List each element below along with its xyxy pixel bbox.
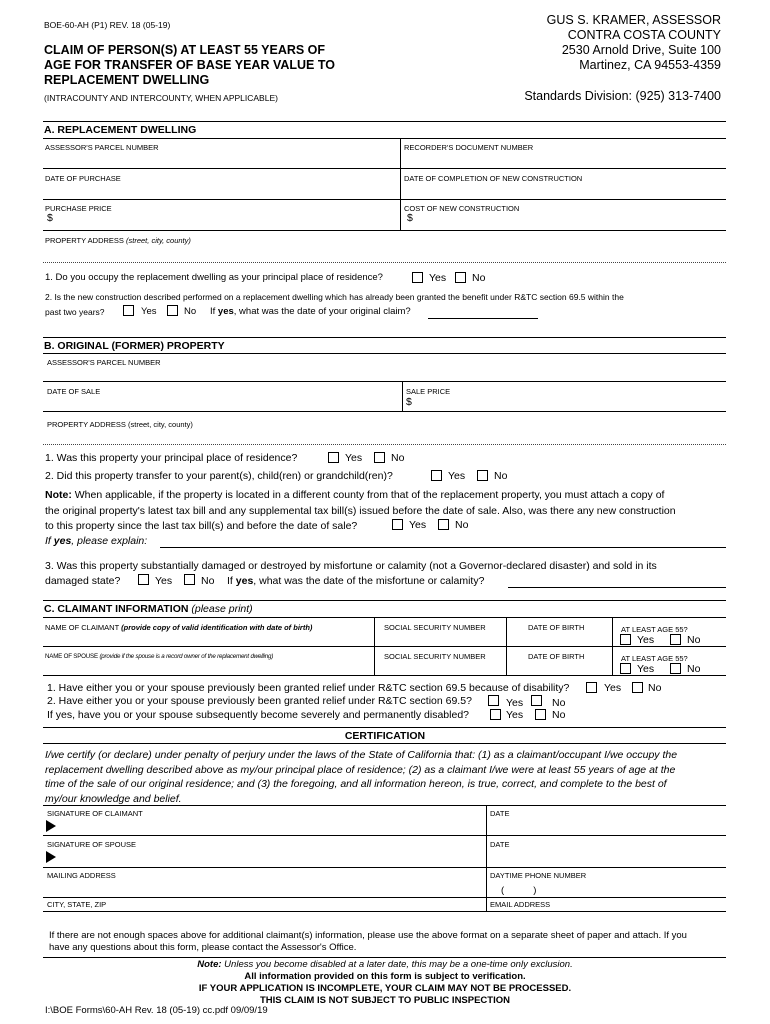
claimant-age55-yes-label: Yes [637, 634, 655, 646]
b-q2-no-checkbox[interactable] [477, 470, 488, 481]
form-title: CLAIM OF PERSON(S) AT LEAST 55 YEARS OF AGE FOR TRANSFER OF BASE YEAR VALUE TO REPLACEMENT DWELLING [44, 43, 335, 87]
b-q3-followup: If yes, what was the date of the misfortune or calamity? [227, 575, 485, 587]
a-q1-text: 1. Do you occupy the replacement dwelling as your principal place of residence? [45, 272, 383, 283]
spouse-dob-label: DATE OF BIRTH [528, 652, 585, 661]
c-q2-text: 2. Have either you or your spouse previously been granted relief under R&TC section 69.5? [47, 695, 472, 707]
claimant-signature-label: SIGNATURE OF CLAIMANT [47, 809, 143, 818]
replacement-address-label: PROPERTY ADDRESS (street, city, county) [45, 236, 191, 245]
b-q2-yes-checkbox[interactable] [431, 470, 442, 481]
date-of-completion-label: DATE OF COMPLETION OF NEW CONSTRUCTION [404, 174, 583, 183]
certification-heading: CERTIFICATION [344, 730, 426, 742]
spouse-name-label: NAME OF SPOUSE (provide if the spouse is a record owner of the replacement dwelling) [45, 653, 274, 660]
county-name: CONTRA COSTA COUNTY [567, 28, 721, 42]
b-q3-yes-checkbox[interactable] [138, 574, 149, 585]
sale-price-label: SALE PRICE [406, 387, 451, 396]
spouse-ssn-label: SOCIAL SECURITY NUMBER [384, 652, 486, 661]
c-q1-text: 1. Have either you or your spouse previously been granted relief under R&TC section 69.5 because of disability? [47, 682, 570, 694]
section-a-heading: A. REPLACEMENT DWELLING [44, 124, 197, 136]
replacement-apn-label: ASSESSOR'S PARCEL NUMBER [45, 143, 159, 152]
assessor-block [547, 13, 721, 73]
recorder-doc-label: RECORDER'S DOCUMENT NUMBER [404, 143, 534, 152]
b-new-construction-yes-checkbox[interactable] [392, 519, 403, 530]
verification-notice: All information provided on this form is subject to verification. [244, 971, 526, 982]
c-q1-yes-checkbox[interactable] [586, 682, 597, 693]
c-q3-no-checkbox[interactable] [535, 709, 546, 720]
cost-new-construction-dollar: $ [407, 212, 413, 224]
claimant-age55-no-checkbox[interactable] [670, 634, 681, 645]
c-q2-no-checkbox[interactable] [531, 695, 542, 706]
c-q3-text: If yes, have you or your spouse subsequently become severely and permanently disabled? [47, 709, 469, 721]
b-new-construction-no-checkbox[interactable] [438, 519, 449, 530]
spouse-age55-no-checkbox[interactable] [670, 663, 681, 674]
a-q1-no-checkbox[interactable] [455, 272, 466, 283]
spouse-signature-arrow-icon [46, 851, 56, 863]
c-q1-no-checkbox[interactable] [632, 682, 643, 693]
a-q1-no-label: No [472, 272, 486, 284]
a-q2-no-label: No [184, 306, 197, 317]
a-q2-no-checkbox[interactable] [167, 305, 178, 316]
b-q1-yes-label: Yes [345, 452, 363, 464]
spouse-age55-no-label: No [687, 663, 701, 675]
c-q2-no-label: No [552, 697, 566, 709]
section-c-heading: C. CLAIMANT INFORMATION (please print) [44, 603, 253, 615]
b-q3-no-checkbox[interactable] [184, 574, 195, 585]
b-note: Note: When applicable, if the property is located in a different county from that of the replacement property, you must attach a copy of the original property's latest tax bill and any supplemental tax bill(s) issued before the date of sale. Also, was there any new construction to this property since the last tax bill(s) and before the date of sale? [45, 489, 676, 532]
c-q2-yes-label: Yes [506, 697, 524, 709]
city-state-zip-label: CITY, STATE, ZIP [47, 900, 107, 909]
a-q2-date-line[interactable] [428, 318, 538, 319]
b-new-construction-yes-label: Yes [409, 519, 427, 531]
spouse-age55-yes-label: Yes [637, 663, 655, 675]
city-address: Martinez, CA 94553-4359 [579, 58, 721, 72]
claimant-signature-arrow-icon [46, 820, 56, 832]
b-explain-label: If yes, please explain: [45, 535, 148, 547]
additional-claimants-note: If there are not enough spaces above for additional claimant(s) information, please use the above format on a separate sheet of paper and attach. If you have any questions about this form, please contact the Assessor's Office. [49, 930, 687, 953]
form-subtitle: (INTRACOUNTY AND INTERCOUNTY, WHEN APPLICABLE) [44, 93, 278, 103]
a-q1-yes-label: Yes [429, 272, 447, 284]
claimant-name-label: NAME OF CLAIMANT (provide copy of valid identification with date of birth) [45, 623, 313, 632]
claimant-age55-no-label: No [687, 634, 701, 646]
b-q3-no-label: No [201, 575, 215, 587]
date-of-purchase-label: DATE OF PURCHASE [45, 174, 121, 183]
certification-text: I/we certify (or declare) under penalty of perjury under the laws of the State of California that: (1) as a claimant/occupant I/we occupy the replacement dwelling described above as my/our principal place of residence; (2) as a claimant I/we were at least 55 years of age at the time of the sale of our original residence; and (3) the foregoing, and all information hereon, is true, correct, and complete to the best of my/our knowledge and belief. [45, 749, 678, 805]
claimant-age55-label: AT LEAST AGE 55? [621, 625, 688, 634]
spouse-age55-yes-checkbox[interactable] [620, 663, 631, 674]
a-q2-text-line1: 2. Is the new construction described performed on a replacement dwelling which has already been granted the benefit under R&TC section 69.5 within the [45, 292, 624, 302]
section-b-heading: B. ORIGINAL (FORMER) PROPERTY [44, 340, 225, 352]
form-id: BOE-60-AH (P1) REV. 18 (05-19) [44, 20, 171, 30]
incomplete-notice: IF YOUR APPLICATION IS INCOMPLETE, YOUR CLAIM MAY NOT BE PROCESSED. [198, 983, 572, 994]
c-q1-yes-label: Yes [604, 682, 622, 694]
claimant-dob-label: DATE OF BIRTH [528, 623, 585, 632]
claimant-date-label: DATE [490, 809, 510, 818]
cost-new-construction-label: COST OF NEW CONSTRUCTION [404, 204, 520, 213]
street-address: 2530 Arnold Drive, Suite 100 [561, 43, 721, 57]
assessor-name: GUS S. KRAMER, ASSESSOR [546, 13, 721, 27]
claimant-age55-yes-checkbox[interactable] [620, 634, 631, 645]
c-q3-yes-label: Yes [506, 709, 524, 721]
c-q3-yes-checkbox[interactable] [490, 709, 501, 720]
spouse-signature-label: SIGNATURE OF SPOUSE [47, 840, 137, 849]
standards-phone: Standards Division: (925) 313-7400 [524, 89, 721, 103]
daytime-phone-label: DAYTIME PHONE NUMBER [490, 871, 587, 880]
b-q1-no-label: No [391, 452, 405, 464]
c-q2-yes-checkbox[interactable] [488, 695, 499, 706]
b-q1-no-checkbox[interactable] [374, 452, 385, 463]
b-q2-text: 2. Did this property transfer to your parent(s), child(ren) or grandchild(ren)? [45, 470, 393, 482]
email-address-label: EMAIL ADDRESS [490, 900, 551, 909]
a-q2-yes-label: Yes [141, 306, 157, 317]
b-q3-yes-label: Yes [155, 575, 173, 587]
public-inspection-notice: THIS CLAIM IS NOT SUBJECT TO PUBLIC INSPECTION [259, 995, 510, 1006]
b-q2-yes-label: Yes [448, 470, 466, 482]
purchase-price-label: PURCHASE PRICE [45, 204, 112, 213]
daytime-phone-parens: ( ) [501, 885, 537, 896]
b-q3-date-line[interactable] [508, 587, 726, 588]
original-address-label: PROPERTY ADDRESS (street, city, county) [47, 420, 193, 429]
a-q2-text-line2: past two years? [45, 307, 105, 317]
a-q1-yes-checkbox[interactable] [412, 272, 423, 283]
c-q3-no-label: No [552, 709, 566, 721]
a-q2-followup: If yes, what was the date of your original claim? [210, 306, 411, 317]
claimant-ssn-label: SOCIAL SECURITY NUMBER [384, 623, 486, 632]
b-q3-text-line1: 3. Was this property substantially damaged or destroyed by misfortune or calamity (not a Governor-declared disaster) and sold in its [45, 560, 657, 572]
b-explain-line[interactable] [160, 547, 726, 548]
b-q2-no-label: No [494, 470, 508, 482]
purchase-price-dollar: $ [47, 212, 53, 224]
b-q1-text: 1. Was this property your principal place of residence? [45, 452, 298, 464]
sale-price-dollar: $ [406, 396, 412, 408]
b-q3-text-line2: damaged state? [45, 575, 121, 587]
b-q1-yes-checkbox[interactable] [328, 452, 339, 463]
spouse-date-label: DATE [490, 840, 510, 849]
spouse-age55-label: AT LEAST AGE 55? [621, 654, 688, 663]
one-time-note: Note: Unless you become disabled at a later date, this may be a one-time only exclusion. [197, 959, 573, 970]
file-path: I:\BOE Forms\60-AH Rev. 18 (05-19) cc.pdf 09/09/19 [45, 1005, 268, 1016]
original-apn-label: ASSESSOR'S PARCEL NUMBER [47, 358, 161, 367]
mailing-address-label: MAILING ADDRESS [47, 871, 116, 880]
b-new-construction-no-label: No [455, 519, 469, 531]
c-q1-no-label: No [648, 682, 662, 694]
date-of-sale-label: DATE OF SALE [47, 387, 101, 396]
a-q2-yes-checkbox[interactable] [123, 305, 134, 316]
